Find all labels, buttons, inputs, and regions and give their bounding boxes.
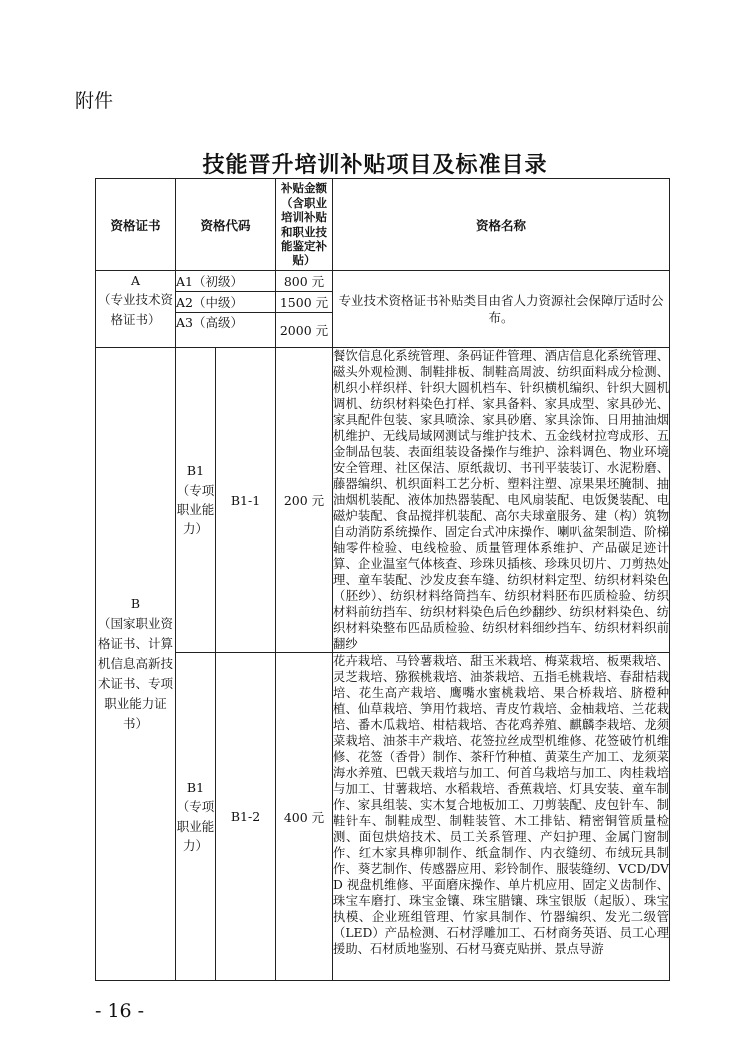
annex-label: 附件	[75, 90, 114, 112]
b1-2-group: B1（专项职业能力）	[176, 653, 216, 981]
section-b-cert	[96, 348, 176, 981]
b1-1-code: B1-1	[216, 348, 276, 653]
b1-2-amount: 400 元	[276, 653, 333, 981]
subsidy-table	[95, 178, 670, 981]
section-a-row-1	[96, 271, 670, 292]
b1-1-row	[96, 348, 670, 653]
header-name: 资格名称	[333, 179, 670, 271]
b1-2-names: 花卉栽培、马铃薯栽培、甜玉米栽培、梅菜栽培、板栗栽培、灵芝栽培、猕猴桃栽培、油茶栽培、五指毛桃栽培、春甜桔栽培、花生高产栽培、鹰嘴水蜜桃栽培、果合桥栽培、脐橙种植、仙草栽培、笋用竹栽培、青皮竹栽培、金柚栽培、兰花栽培、番木瓜栽培、柑桔栽培、杏花鸡养殖、麒麟李栽培、龙须菜栽培、油茶丰产栽培、花签拉丝成型机维修、花签破竹机维修、花签（香骨）制作、茶秆竹种植、黄菜生产加工、龙须菜海水养殖、巴戟天栽培与加工、何首乌栽培与加工、肉桂栽培与加工、甘薯栽培、水稻栽培、香蕉栽培、灯具安装、童车制作、家具组装、实木复合地板加工、刀剪装配、皮包针车、制鞋针车、制鞋成型、制鞋装管、木工排钻、精密铜管质量检测、面包烘焙技术、员工关系管理、产妇护理、金属门窗制作、红木家具榫卯制作、纸盒制作、内衣缝纫、布绒玩具制作、葵艺制作、传感器应用、彩铃制作、服装缝纫、VCD/DVD 视盘机维修、平面磨床操作、单片机应用、固定义齿制作、珠宝车磨打、珠宝金镶、珠宝腊镶、珠宝银版（起版）、珠宝执模、企业班组管理、竹家具制作、竹器编织、发光二级管（LED）产品检测、石材浮雕加工、石材商务英语、员工心理援助、石材质地鉴别、石材马赛克贴拼、景点导游	[333, 653, 670, 981]
a3-code: A3（高级）	[176, 313, 276, 348]
b1-1-group: B1（专项职业能力）	[176, 348, 216, 653]
section-a-cert	[96, 271, 176, 348]
page-title: 技能晋升培训补贴项目及标准目录	[202, 152, 548, 178]
a1-amount: 800 元	[276, 271, 333, 292]
section-b-cert-title: B	[130, 596, 141, 611]
section-a-cert-desc: （专业技术资格证书）	[97, 292, 173, 327]
a1-code: A1（初级）	[176, 271, 276, 292]
b1-2-row	[96, 653, 670, 981]
header-code: 资格代码	[176, 179, 276, 271]
a2-amount: 1500 元	[276, 292, 333, 313]
b1-1-amount: 200 元	[276, 348, 333, 653]
a3-amount: 2000 元	[276, 313, 333, 348]
b1-1-names: 餐饮信息化系统管理、条码证件管理、酒店信息化系统管理、磁头外观检测、制鞋排板、制鞋高周波、纺织面料成分检测、机织小样织样、针织大圆机档车、针织横机编织、针织大圆机调机、纺织材料染色打样、家具备料、家具成型、家具砂光、家具配件包装、家具喷涂、家具砂磨、家具涂饰、日用抽油烟机维护、无线局域网测试与维护技术、五金线材拉弯成形、五金制品包装、表面组装设备操作与维护、涂料调色、物业环境安全管理、社区保洁、原纸裁切、书刊平装装订、水泥粉磨、藤器编织、机织面料工艺分析、塑料注塑、凉果果坯腌制、抽油烟机装配、液体加热器装配、电风扇装配、电饭煲装配、电磁炉装配、食品搅拌机装配、高尔夫球童服务、建（构）筑物自动消防系统操作、固定台式冲床操作、喇叭盆架制造、阶梯轴零件检验、电线检验、质量管理体系维护、产品碳足迹计算、企业温室气体核查、珍珠贝插核、珍珠贝切片、刀剪热处理、童车装配、沙发皮套车缝、纺织材料定型、纺织材料染色（胚纱）、纺织材料络筒挡车、纺织材料胚布匹质检验、纺织材料前纺挡车、纺织材料染色后色纱翻纱、纺织材料染色、纺织材料染整布匹品质检验、纺织材料细纱挡车、纺织材料织前翻纱	[333, 349, 670, 651]
header-cert: 资格证书	[96, 179, 176, 271]
page-number: - 16 -	[95, 1000, 145, 1022]
section-a-name: 专业技术资格证书补贴类目由省人力资源社会保障厅适时公布。	[333, 271, 670, 348]
section-a-cert-title: A	[130, 273, 141, 288]
b1-2-code: B1-2	[216, 653, 276, 981]
header-amount: 补贴金额（含职业培训补贴和职业技能鉴定补贴）	[276, 179, 333, 271]
section-b-cert-desc: （国家职业资格证书、计算机信息高新技术证书、专项职业能力证书）	[97, 616, 173, 731]
a2-code: A2（中级）	[176, 292, 276, 313]
